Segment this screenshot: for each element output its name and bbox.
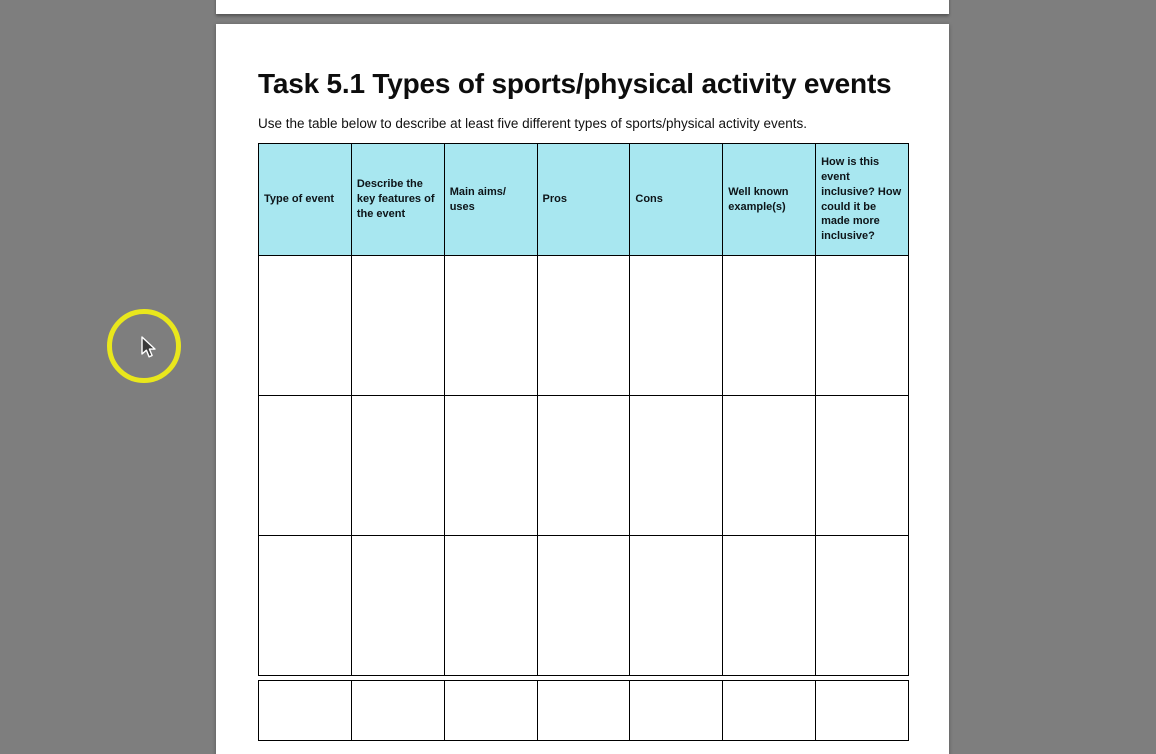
table-cell[interactable] — [351, 256, 444, 396]
activity-events-table — [258, 143, 909, 676]
table-header-row — [259, 144, 909, 256]
table-cell[interactable] — [723, 681, 816, 741]
table-next-row-partial — [258, 680, 909, 741]
table-cell[interactable] — [630, 681, 723, 741]
table-cell[interactable] — [259, 396, 352, 536]
intro-paragraph: Use the table below to describe at least five different types of sports/physical activity events. — [258, 116, 808, 131]
table-cell[interactable] — [630, 396, 723, 536]
header-type-of-event: Type of event — [259, 144, 352, 256]
table-cell[interactable] — [351, 396, 444, 536]
table-cell[interactable] — [816, 681, 909, 741]
table-cell[interactable] — [537, 536, 630, 676]
table-cell[interactable] — [259, 256, 352, 396]
table-cell[interactable] — [723, 256, 816, 396]
page-title: Task 5.1 Types of sports/physical activity events — [258, 68, 892, 99]
table-row — [259, 396, 909, 536]
table-cell[interactable] — [444, 256, 537, 396]
table-cell[interactable] — [816, 536, 909, 676]
header-main-aims-uses: Main aims/ uses — [444, 144, 537, 256]
header-inclusivity: How is this event inclusive? How could it be made more inclusive? — [816, 144, 909, 256]
table-cell[interactable] — [723, 536, 816, 676]
table-cell[interactable] — [444, 681, 537, 741]
table-cell[interactable] — [630, 536, 723, 676]
cursor-highlight-ring — [107, 309, 181, 383]
table-cell[interactable] — [537, 256, 630, 396]
page-content — [216, 24, 949, 741]
table-cell[interactable] — [816, 256, 909, 396]
table-cell[interactable] — [351, 536, 444, 676]
header-key-features: Describe the key features of the event — [351, 144, 444, 256]
previous-page-edge — [216, 0, 949, 14]
header-pros: Pros — [537, 144, 630, 256]
table-cell[interactable] — [444, 396, 537, 536]
table-row — [259, 536, 909, 676]
table-row — [259, 681, 909, 741]
table-cell[interactable] — [444, 536, 537, 676]
header-cons: Cons — [630, 144, 723, 256]
table-cell[interactable] — [259, 536, 352, 676]
table-row — [259, 256, 909, 396]
table-cell[interactable] — [259, 681, 352, 741]
table-cell[interactable] — [537, 681, 630, 741]
table-cell[interactable] — [537, 396, 630, 536]
table-cell[interactable] — [723, 396, 816, 536]
mouse-cursor-icon — [140, 336, 156, 360]
document-page — [216, 24, 949, 754]
table-cell[interactable] — [630, 256, 723, 396]
table-cell[interactable] — [351, 681, 444, 741]
header-well-known-examples: Well known example(s) — [723, 144, 816, 256]
table-cell[interactable] — [816, 396, 909, 536]
